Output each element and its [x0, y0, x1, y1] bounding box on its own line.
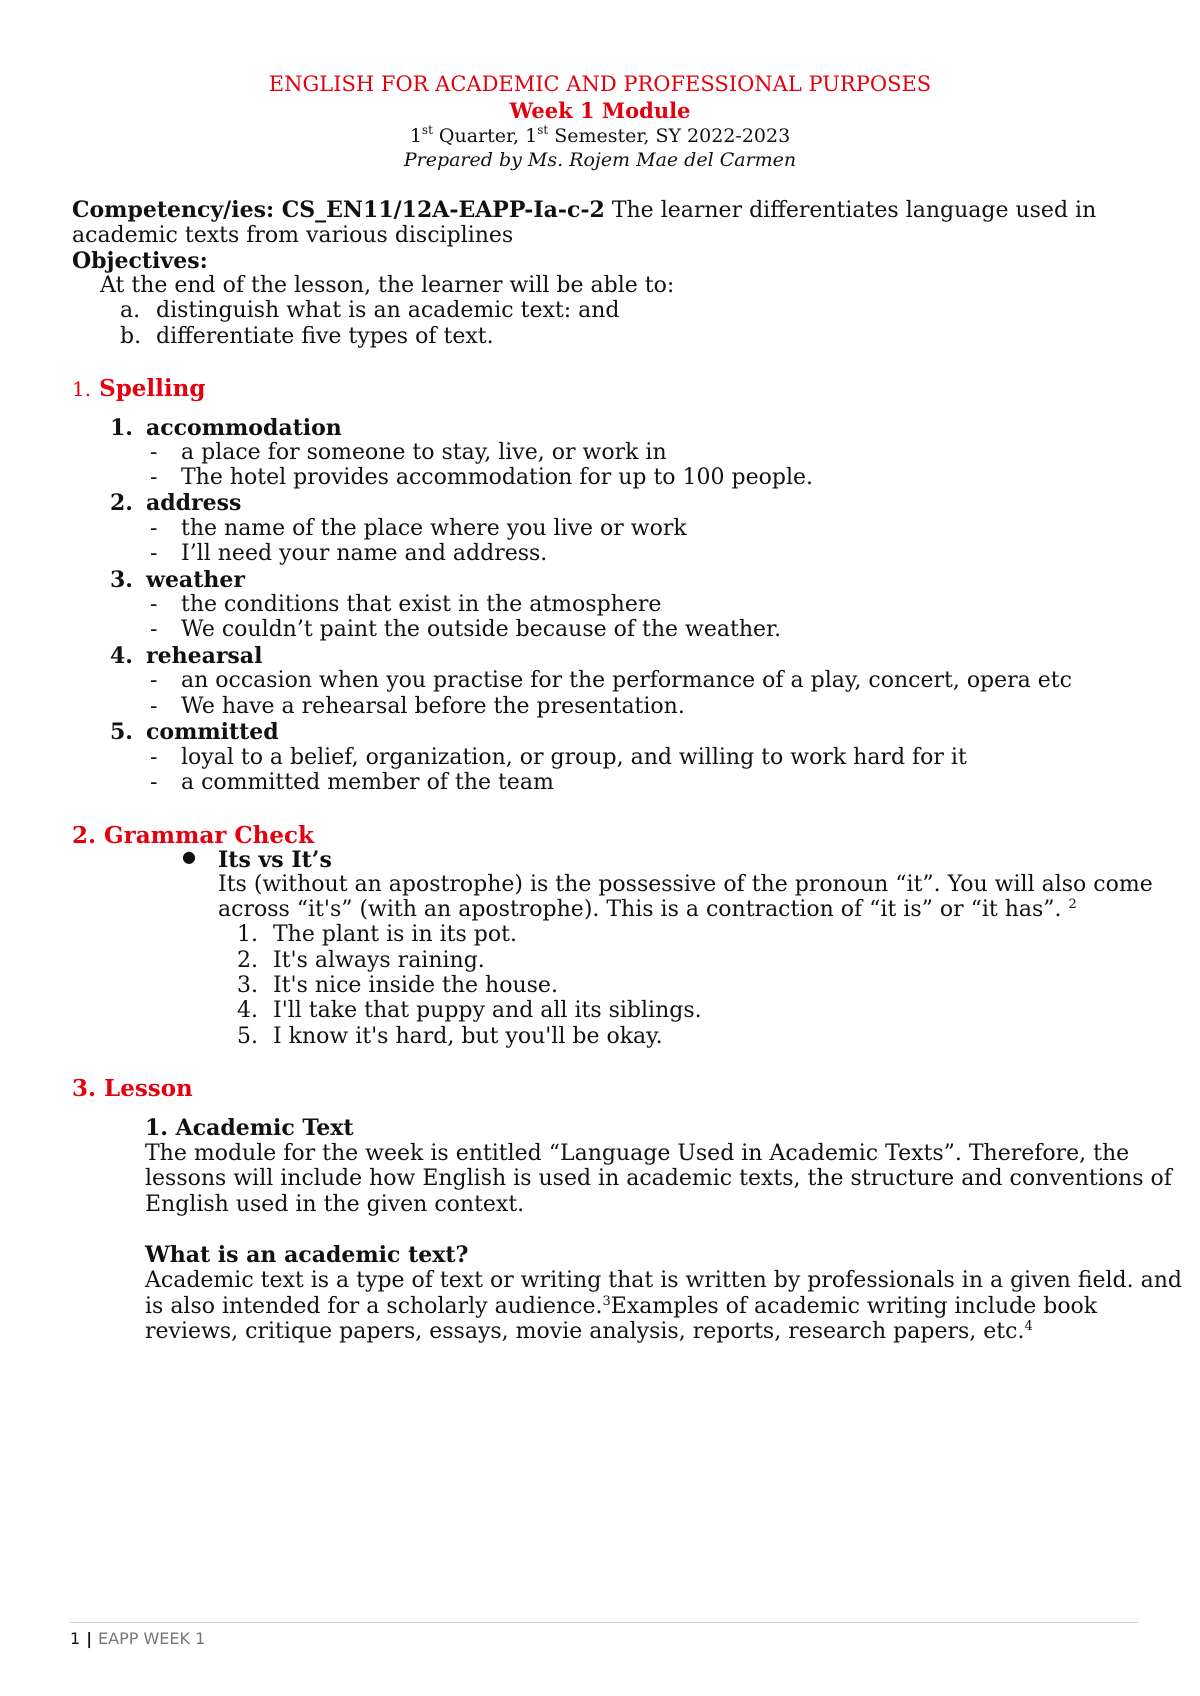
dash-marker: -: [150, 694, 158, 719]
spelling-word: rehearsal: [146, 643, 263, 669]
spelling-example: We have a rehearsal before the presentation.: [181, 694, 685, 719]
spelling-number: 3.: [110, 567, 133, 593]
spelling-word: weather: [146, 567, 245, 593]
grammar-topic: Its vs It’s: [218, 847, 332, 873]
spelling-number: 5.: [110, 719, 133, 745]
grammar-example: It's nice inside the house.: [273, 973, 558, 998]
lesson-paragraph-line: Academic text is a type of text or writing that is written by professionals in a given field. and: [145, 1268, 1182, 1293]
spelling-definition: the conditions that exist in the atmosphere: [181, 592, 662, 617]
objective-marker: a.: [120, 298, 141, 323]
dash-marker: -: [150, 592, 158, 617]
spelling-definition: the name of the place where you live or work: [181, 516, 687, 541]
quarter-line: 1st Quarter, 1st Semester, SY 2022-2023: [409, 123, 791, 147]
dash-marker: -: [150, 440, 158, 465]
grammar-example: The plant is in its pot.: [273, 922, 517, 947]
objective-item: distinguish what is an academic text: and: [156, 298, 620, 323]
lesson-subtitle: 1. Academic Text: [145, 1115, 354, 1141]
dash-marker: -: [150, 668, 158, 693]
spelling-definition: loyal to a belief, organization, or group, and willing to work hard for it: [181, 745, 967, 770]
footnote-ref: 4: [1024, 1319, 1033, 1334]
module-title: Week 1 Module: [509, 98, 691, 123]
bullet-marker: ●: [182, 847, 196, 866]
lesson-paragraph-line: lessons will include how English is used in academic texts, the structure and conventions of: [145, 1166, 1172, 1191]
example-number: 5.: [237, 1024, 258, 1049]
spelling-definition: an occasion when you practise for the performance of a play, concert, opera etc: [181, 668, 1072, 693]
footer-rule: [70, 1622, 1138, 1623]
spelling-example: a committed member of the team: [181, 770, 554, 795]
spelling-definition: a place for someone to stay, live, or work in: [181, 440, 667, 465]
example-number: 3.: [237, 973, 258, 998]
spelling-word: address: [146, 490, 242, 516]
competency-line-2: academic texts from various disciplines: [72, 223, 514, 248]
footnote-ref: 2: [1068, 897, 1077, 912]
footer-separator: |: [86, 1629, 93, 1648]
dash-marker: -: [150, 745, 158, 770]
dash-marker: -: [150, 770, 158, 795]
dash-marker: -: [150, 541, 158, 566]
grammar-explanation: Its (without an apostrophe) is the possessive of the pronoun “it”. You will also come: [218, 872, 1153, 897]
footer-label: EAPP WEEK 1: [98, 1629, 206, 1648]
section-grammar-heading: 2. Grammar Check: [72, 822, 314, 849]
objectives-label: Objectives:: [72, 248, 208, 274]
grammar-example: I'll take that puppy and all its siblings.: [273, 998, 702, 1023]
spelling-example: I’ll need your name and address.: [181, 541, 548, 566]
section-lesson-heading: 3. Lesson: [72, 1075, 193, 1102]
spelling-number: 2.: [110, 490, 133, 516]
dash-marker: -: [150, 465, 158, 490]
footnote-ref: 3: [602, 1294, 611, 1309]
objective-item: differentiate five types of text.: [156, 324, 494, 349]
example-number: 1.: [237, 922, 258, 947]
spelling-word: committed: [146, 719, 279, 745]
prepared-by: Prepared by Ms. Rojem Mae del Carmen: [403, 149, 797, 171]
dash-marker: -: [150, 617, 158, 642]
grammar-example: It's always raining.: [273, 948, 485, 973]
spelling-example: The hotel provides accommodation for up to 100 people.: [181, 465, 813, 490]
grammar-example: I know it's hard, but you'll be okay.: [273, 1024, 663, 1049]
spelling-example: We couldn’t paint the outside because of the weather.: [181, 617, 782, 642]
grammar-explanation: across “it's” (with an apostrophe). This is a contraction of “it is” or “it has”. $^2$: [218, 897, 1077, 922]
spelling-number: 4.: [110, 643, 133, 669]
lesson-question: What is an academic text?: [145, 1242, 469, 1268]
lesson-paragraph-line: English used in the given context.: [145, 1192, 525, 1217]
lesson-paragraph-line: is also intended for a scholarly audience.$^3$Examples of academic writing include book: [145, 1294, 1098, 1319]
example-number: 2.: [237, 948, 258, 973]
section-spelling-heading: 1. Spelling: [72, 375, 206, 402]
example-number: 4.: [237, 998, 258, 1023]
spelling-number: 1.: [110, 415, 133, 441]
lesson-paragraph-line: The module for the week is entitled “Language Used in Academic Texts”. Therefore, the: [145, 1141, 1130, 1166]
objectives-intro: At the end of the lesson, the learner will be able to:: [100, 273, 675, 298]
lesson-paragraph-line: reviews, critique papers, essays, movie analysis, reports, research papers, etc.$^4$: [145, 1319, 1033, 1344]
dash-marker: -: [150, 516, 158, 541]
spelling-word: accommodation: [146, 415, 342, 441]
document-title: ENGLISH FOR ACADEMIC AND PROFESSIONAL PURPOSES: [268, 72, 932, 96]
objective-marker: b.: [120, 324, 142, 349]
page-footer: [70, 1629, 205, 1648]
page-number: 1: [70, 1629, 81, 1648]
competency-line-1: Competency/ies: CS_EN11/12A-EAPP-Ia-c-2 The learner differentiates language used in: [72, 197, 1097, 223]
